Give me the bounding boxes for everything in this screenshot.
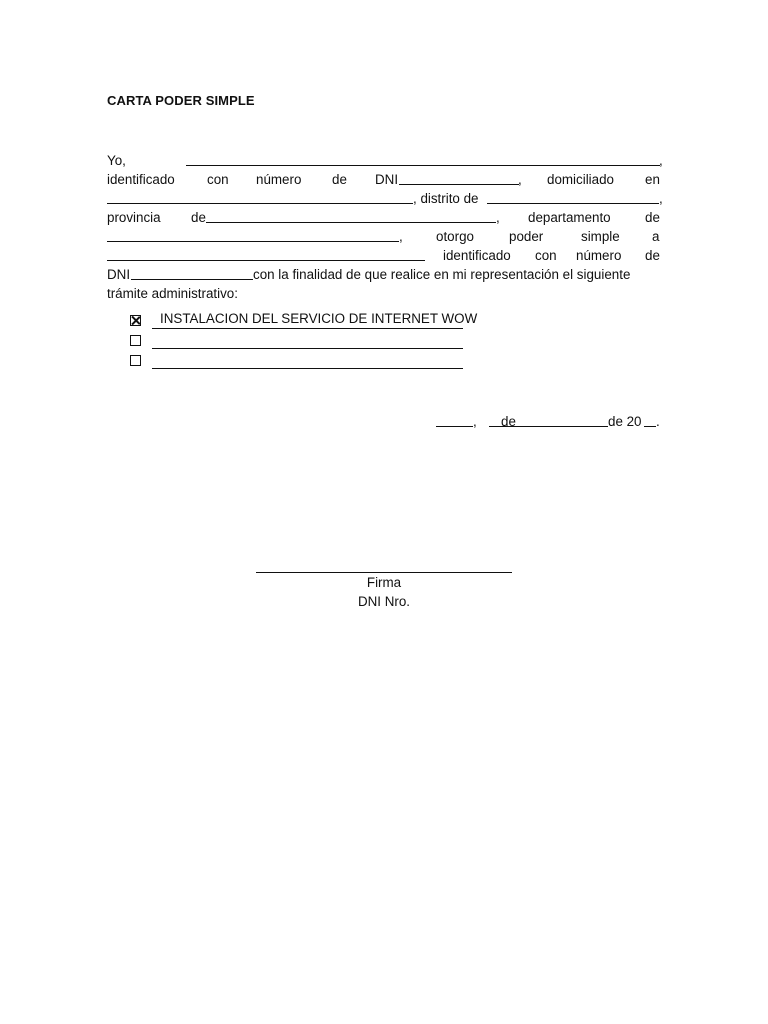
- text-poder: poder: [509, 229, 544, 244]
- signature-line[interactable]: [256, 572, 512, 573]
- text-numero: número: [256, 172, 302, 187]
- text-en: en: [645, 172, 660, 187]
- signature-dni-label: DNI Nro.: [357, 594, 411, 609]
- text-identificado: identificado: [107, 172, 175, 187]
- body-line-2: [107, 170, 661, 189]
- text-domiciliado: domiciliado: [547, 172, 614, 187]
- name-blank[interactable]: [186, 165, 660, 166]
- text-provincia: provincia: [107, 210, 161, 225]
- procedure-item-text: INSTALACION DEL SERVICIO DE INTERNET WOW: [160, 311, 478, 326]
- body-line-7: [107, 265, 661, 284]
- district-blank[interactable]: [487, 203, 659, 204]
- checkbox-unchecked[interactable]: [130, 355, 141, 366]
- body-line-5: [107, 227, 661, 246]
- text-tramite: trámite administrativo:: [107, 286, 238, 301]
- date-period: .: [656, 414, 660, 429]
- text-simple: simple: [581, 229, 620, 244]
- procedure-item-underline: [152, 328, 463, 329]
- place-blank[interactable]: [436, 426, 473, 427]
- body-line-3: [107, 189, 661, 208]
- procedure-item-1: [130, 311, 478, 331]
- date-de: de: [501, 414, 516, 429]
- month-underline: [489, 426, 608, 427]
- date-de-20: de 20: [608, 414, 642, 429]
- text-numero: número: [576, 248, 622, 263]
- department-blank[interactable]: [107, 241, 399, 242]
- text-con: con: [535, 248, 557, 263]
- date-comma: ,: [473, 414, 477, 429]
- text-con: con: [207, 172, 229, 187]
- body-line-6: [107, 246, 661, 265]
- procedure-item-3: [130, 351, 470, 371]
- document-title: CARTA PODER SIMPLE: [107, 93, 255, 108]
- text-dni: DNI: [107, 267, 131, 282]
- body-line-1: [107, 151, 661, 170]
- text-yo: Yo,: [107, 153, 126, 168]
- text-distrito-de: , distrito de: [413, 191, 479, 206]
- text-de: de: [645, 210, 660, 225]
- text-departamento: departamento: [528, 210, 611, 225]
- checkbox-checked[interactable]: [130, 315, 141, 326]
- address-blank[interactable]: [107, 203, 413, 204]
- text-otorgo: otorgo: [436, 229, 474, 244]
- procedure-item-blank[interactable]: [152, 348, 463, 349]
- text-comma: ,: [496, 210, 500, 225]
- province-blank[interactable]: [206, 222, 496, 223]
- signature-label: Firma: [366, 575, 402, 590]
- procedure-item-2: [130, 331, 470, 351]
- body-line-8: [107, 284, 661, 303]
- text-dni: DNI: [375, 172, 399, 187]
- dni-blank[interactable]: [399, 184, 519, 185]
- text-comma: ,: [399, 229, 403, 244]
- attorney-name-blank[interactable]: [107, 260, 425, 261]
- text-identificado: identificado: [443, 248, 511, 263]
- body-line-4: [107, 208, 661, 227]
- text-de: de: [191, 210, 206, 225]
- text-comma: ,: [659, 191, 663, 206]
- text-a: a: [652, 229, 660, 244]
- checkbox-unchecked[interactable]: [130, 335, 141, 346]
- text-de: de: [645, 248, 660, 263]
- procedure-item-blank[interactable]: [152, 368, 463, 369]
- text-comma: ,: [518, 172, 522, 187]
- date-line: [436, 412, 666, 431]
- attorney-dni-blank[interactable]: [131, 279, 253, 280]
- year-blank[interactable]: [644, 426, 656, 427]
- text-de: de: [332, 172, 347, 187]
- text-comma: ,: [659, 153, 663, 168]
- text-finalidad: con la finalidad de que realice en mi representación el siguiente: [253, 267, 631, 282]
